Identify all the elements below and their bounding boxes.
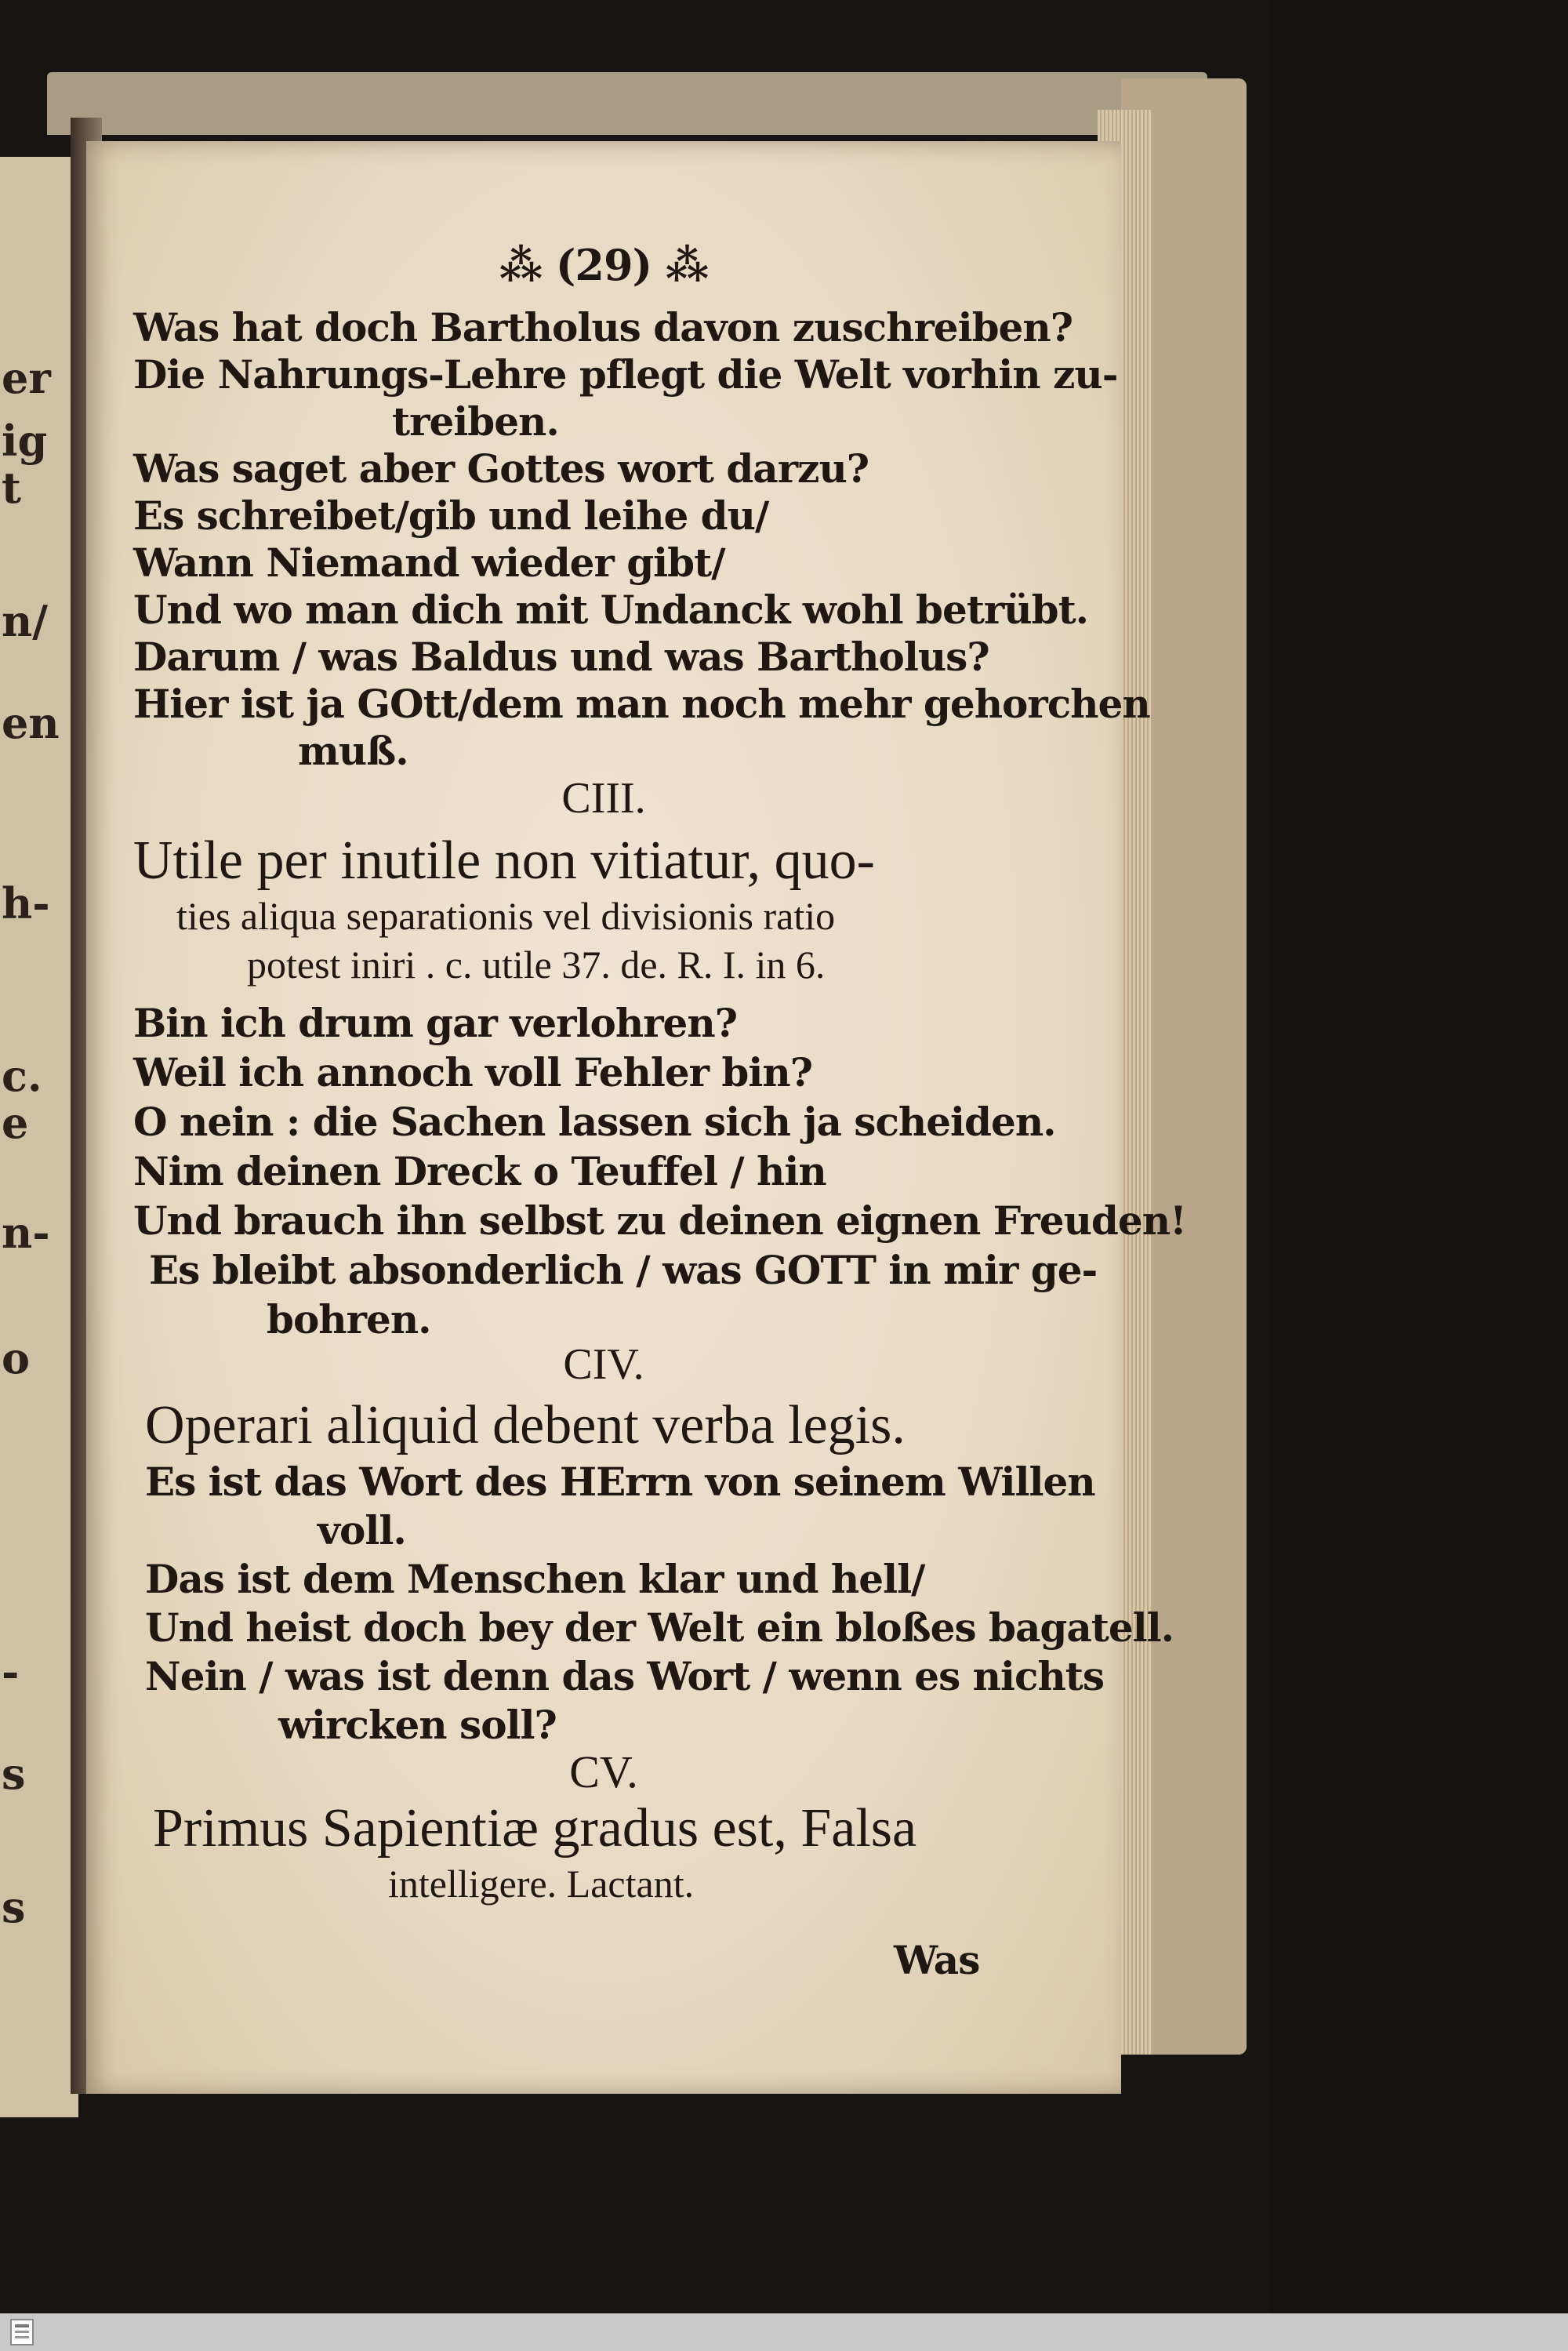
viewer-footer-bar <box>0 2313 1568 2351</box>
text-line: Darum / was Baldus und was Bartholus? <box>133 634 989 680</box>
maxim-line: intelligere. Lactant. <box>388 1862 695 1906</box>
catchword: Was <box>894 1937 980 1983</box>
text-line: wircken soll? <box>278 1702 557 1748</box>
left-fragment: e <box>2 1098 29 1148</box>
maxim-line: Utile per inutile non vitiatur, quo- <box>133 830 875 891</box>
book-cover-top <box>47 72 1207 135</box>
text-line: muß. <box>298 728 408 774</box>
text-line: Was saget aber Gottes wort darzu? <box>133 445 869 492</box>
text-line: Bin ich drum gar verlohren? <box>133 1000 737 1046</box>
text-line: Nein / was ist denn das Wort / wenn es nichts <box>145 1653 1105 1699</box>
section-number: CIV. <box>563 1340 644 1389</box>
text-line: Das ist dem Menschen klar und hell/ <box>145 1556 925 1602</box>
left-fragment: n/ <box>2 596 48 646</box>
text-line: O nein : die Sachen lassen sich ja scheiden. <box>133 1099 1056 1145</box>
text-line: Und wo man dich mit Undanck wohl betrübt. <box>133 587 1089 633</box>
text-line: Die Nahrungs-Lehre pflegt die Welt vorhin zu- <box>133 351 1118 398</box>
dark-background-right <box>1270 0 1568 2313</box>
text-line: treiben. <box>392 398 559 445</box>
text-line: Nim deinen Dreck o Teuffel / hin <box>133 1148 826 1194</box>
text-line: Es schreibet/gib und leihe du/ <box>133 492 769 539</box>
library-logo-icon <box>8 2318 36 2346</box>
section-number: CIII. <box>561 774 646 823</box>
left-fragment: t <box>2 463 21 513</box>
text-line: Was hat doch Bartholus davon zuschreiben? <box>133 304 1073 351</box>
text-line: Und brauch ihn selbst zu deinen eignen Freuden! <box>133 1197 1186 1244</box>
text-line: Es ist das Wort des HErrn von seinem Willen <box>145 1459 1095 1505</box>
page-text <box>86 141 1186 2094</box>
left-fragment: ig <box>2 416 48 466</box>
maxim-line: ties aliqua separationis vel divisionis ratio <box>176 894 836 938</box>
left-fragment: s <box>2 1749 26 1799</box>
text-line: voll. <box>318 1507 406 1553</box>
left-fragment: h- <box>2 878 50 928</box>
left-fragment: er <box>2 353 51 403</box>
left-fragment: c. <box>2 1051 42 1101</box>
right-page <box>86 141 1186 2094</box>
left-fragment: - <box>2 1647 20 1697</box>
text-line: Weil ich annoch voll Fehler bin? <box>133 1049 813 1096</box>
left-fragment: s <box>2 1882 26 1932</box>
page-header: ⁂ (29) ⁂ <box>499 240 709 290</box>
left-fragment: en <box>2 698 60 748</box>
left-page-text <box>0 157 78 2117</box>
left-fragment: n- <box>2 1208 50 1258</box>
text-line: Es bleibt absonderlich / was GOTT in mir ge- <box>149 1247 1098 1293</box>
text-line: bohren. <box>267 1296 431 1343</box>
maxim-line: Primus Sapientiæ gradus est, Falsa <box>153 1798 917 1859</box>
text-line: Und heist doch bey der Welt ein bloßes bagatell. <box>145 1604 1174 1651</box>
left-fragment: o <box>2 1333 31 1383</box>
section-number: CV. <box>569 1746 638 1797</box>
maxim-line: Operari aliquid debent verba legis. <box>145 1395 906 1455</box>
text-line: Hier ist ja GOtt/dem man noch mehr gehorchen <box>133 681 1150 727</box>
text-line: Wann Niemand wieder gibt/ <box>133 540 725 586</box>
maxim-line: potest iniri . c. utile 37. de. R. I. in 6. <box>247 943 826 987</box>
